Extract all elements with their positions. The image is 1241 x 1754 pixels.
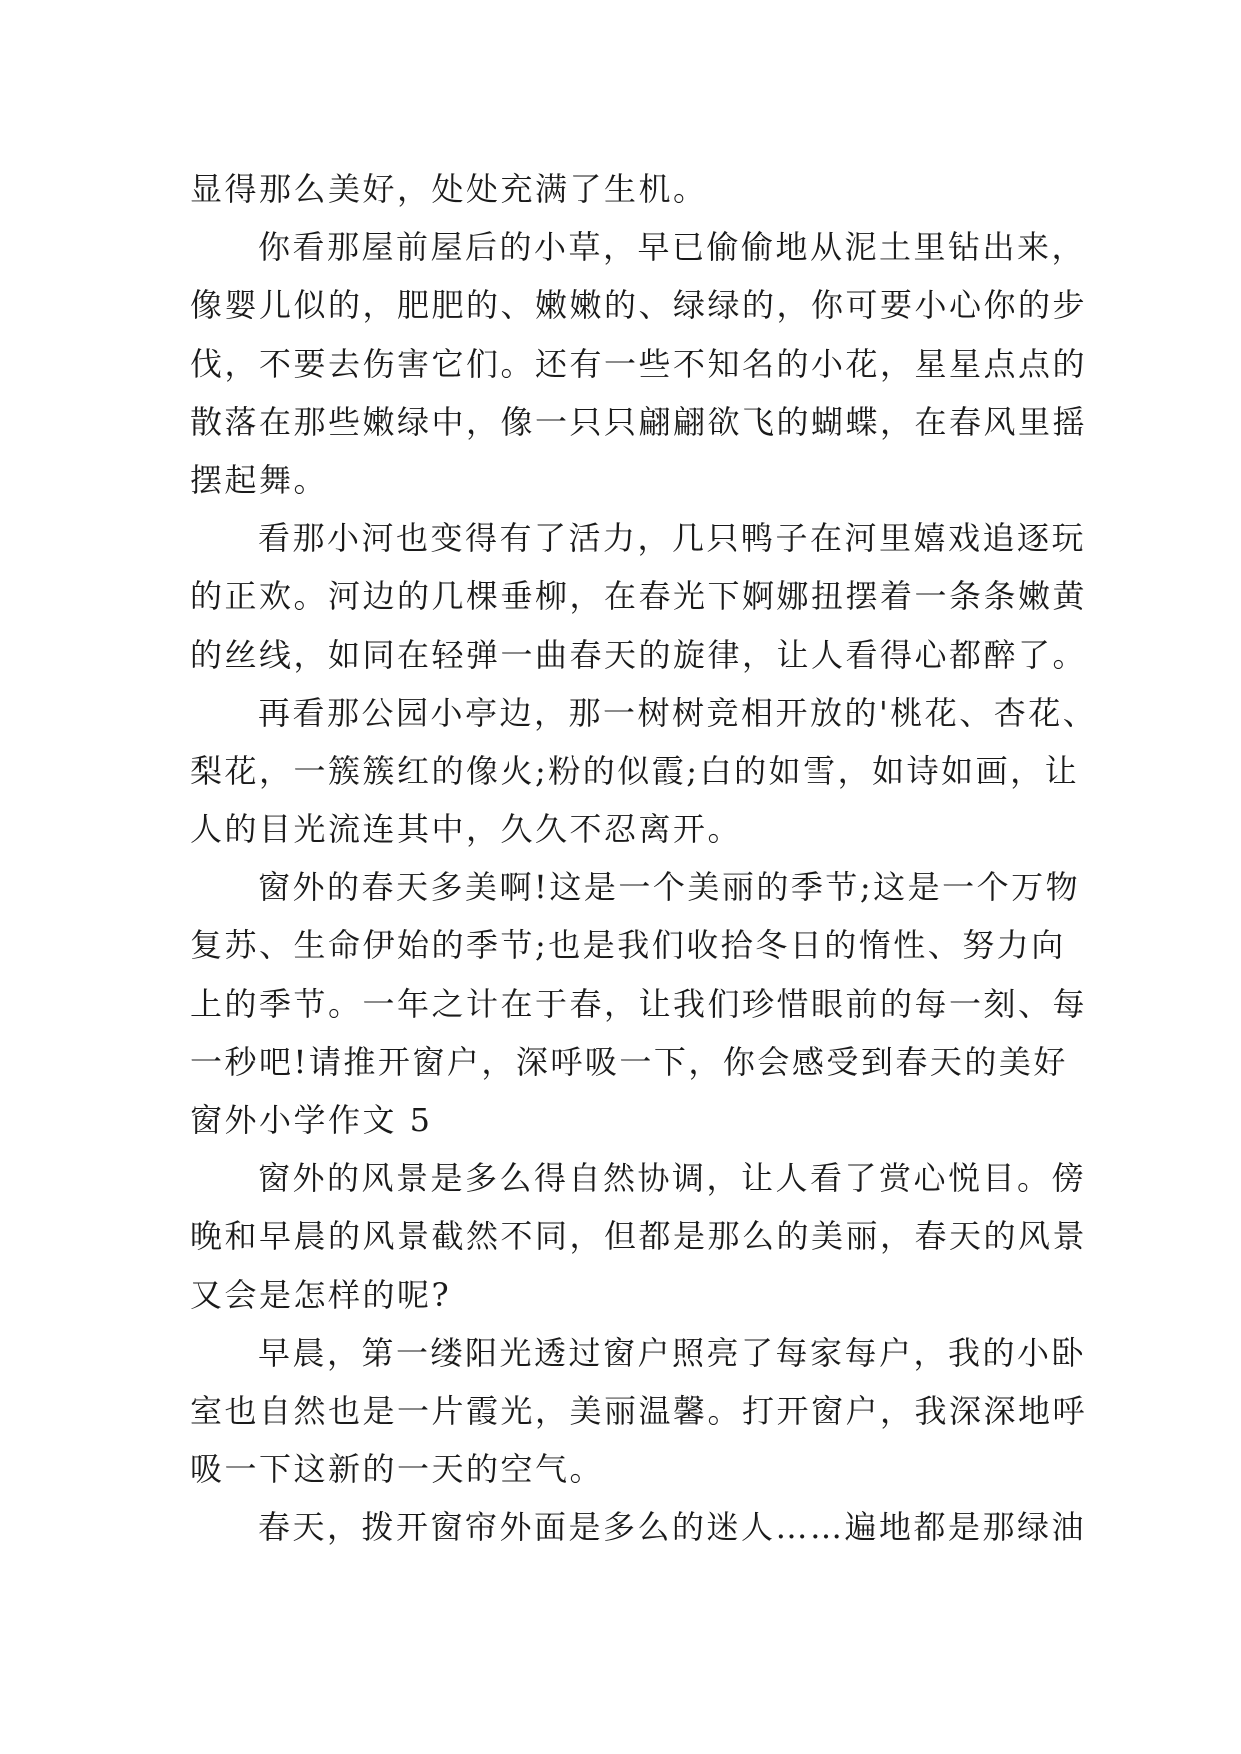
text-line: 复苏、生命伊始的季节;也是我们收拾冬日的惰性、努力向 bbox=[190, 926, 1066, 965]
text-line: 早晨，第一缕阳光透过窗户照亮了每家每户，我的小卧 bbox=[258, 1333, 1087, 1372]
text-line: 窗外的风景是多么得自然协调，让人看了赏心悦目。傍 bbox=[258, 1159, 1087, 1198]
text-line: 一秒吧!请推开窗户，深呼吸一下，你会感受到春天的美好 bbox=[190, 1042, 1068, 1081]
section-heading: 窗外小学作文 5 bbox=[190, 1101, 433, 1139]
text-line: 又会是怎样的呢? bbox=[190, 1275, 452, 1314]
text-line: 吸一下这新的一天的空气。 bbox=[190, 1450, 605, 1489]
text-line: 再看那公园小亭边，那一树树竞相开放的'桃花、杏花、 bbox=[258, 693, 1098, 732]
text-line: 窗外的春天多美啊!这是一个美丽的季节;这是一个万物 bbox=[258, 868, 1081, 907]
text-line: 的正欢。河边的几棵垂柳，在春光下婀娜扭摆着一条条嫩黄 bbox=[190, 577, 1088, 616]
text-line: 散落在那些嫩绿中，像一只只翩翩欲飞的蝴蝶，在春风里摇 bbox=[190, 402, 1088, 441]
text-line: 你看那屋前屋后的小草，早已偷偷地从泥土里钻出来， bbox=[258, 228, 1087, 267]
essay-body bbox=[190, 160, 1098, 1557]
text-line: 室也自然也是一片霞光，美丽温馨。打开窗户，我深深地呼 bbox=[190, 1391, 1088, 1430]
text-line: 看那小河也变得有了活力，几只鸭子在河里嬉戏追逐玩 bbox=[258, 519, 1087, 558]
text-line: 摆起舞。 bbox=[190, 460, 329, 499]
text-line: 上的季节。一年之计在于春，让我们珍惜眼前的每一刻、每 bbox=[190, 984, 1088, 1023]
text-line: 人的目光流连其中，久久不忍离开。 bbox=[190, 810, 743, 849]
text-line: 梨花，一簇簇红的像火;粉的似霞;白的如雪，如诗如画，让 bbox=[190, 751, 1080, 790]
text-line: 的丝线，如同在轻弹一曲春天的旋律，让人看得心都醉了。 bbox=[190, 635, 1088, 674]
text-line: 晚和早晨的风景截然不同，但都是那么的美丽，春天的风景 bbox=[190, 1217, 1088, 1256]
text-line: 显得那么美好，处处充满了生机。 bbox=[190, 170, 708, 208]
text-line: 像婴儿似的，肥肥的、嫩嫩的、绿绿的，你可要小心你的步 bbox=[190, 286, 1088, 325]
text-line: 春天，拨开窗帘外面是多么的迷人……遍地都是那绿油 bbox=[258, 1508, 1087, 1547]
text-line: 伐，不要去伤害它们。还有一些不知名的小花，星星点点的 bbox=[190, 344, 1088, 383]
